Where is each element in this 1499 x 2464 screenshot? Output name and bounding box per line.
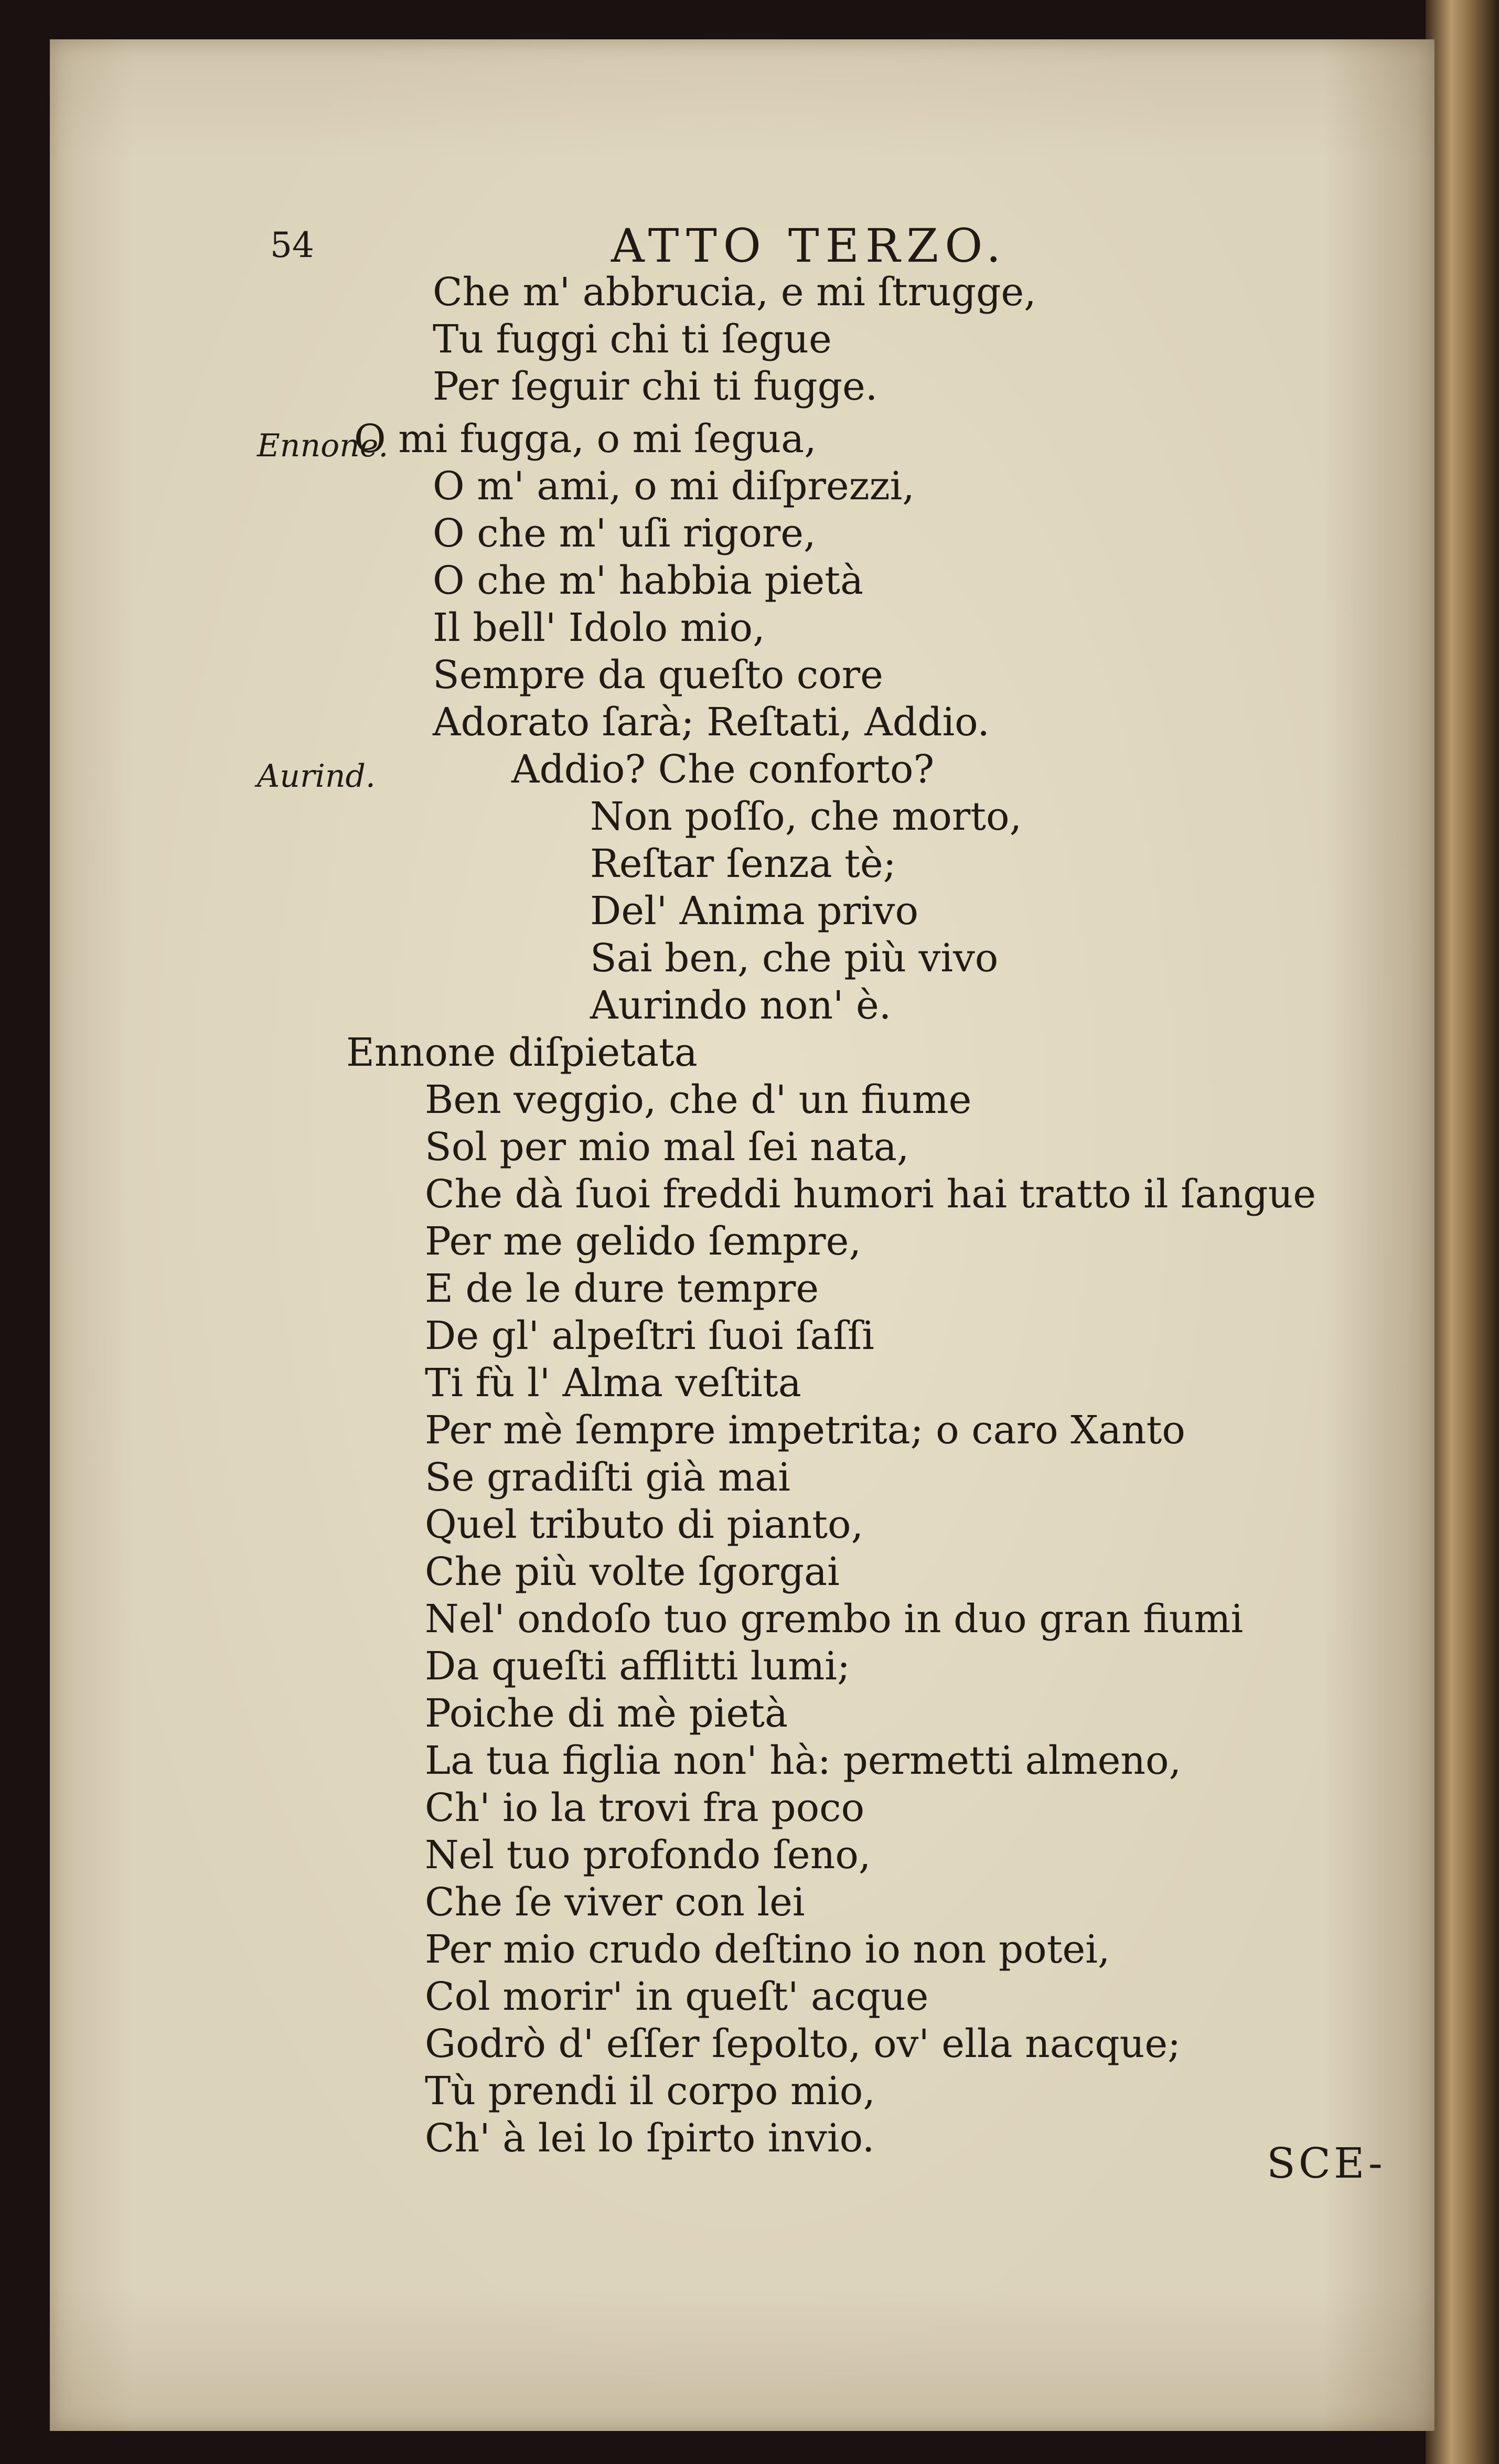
verse-line: Che dà ſuoi freddi humori hai tratto il ſangue bbox=[425, 1172, 1316, 1217]
verse-line: O che m' habbia pietà bbox=[433, 558, 864, 603]
verse-line: La tua figlia non' hà: permetti almeno, bbox=[425, 1738, 1182, 1783]
verse-line: Tu fuggi chi ti ſegue bbox=[433, 317, 832, 362]
verse-line: Il bell' Idolo mio, bbox=[433, 605, 765, 650]
verse-line: Se gradiſti già mai bbox=[425, 1455, 790, 1500]
verse-line: Ti fù l' Alma veſtita bbox=[425, 1360, 801, 1406]
verse-line: Poiche di mè pietà bbox=[425, 1691, 788, 1736]
verse-line: Ben veggio, che d' un fiume bbox=[425, 1077, 972, 1122]
verse-line: O m' ami, o mi diſprezzi, bbox=[433, 464, 915, 509]
running-head: ATTO TERZO. bbox=[611, 219, 1008, 273]
verse-line: Da queſti afflitti lumi; bbox=[425, 1644, 850, 1689]
verse-line: Per me gelido ſempre, bbox=[425, 1219, 861, 1264]
verse-line: Nel tuo profondo ſeno, bbox=[425, 1833, 871, 1878]
verse-line: Adorato ſarà; Reſtati, Addio. bbox=[433, 700, 990, 745]
verse-line: Che m' abbrucia, e mi ſtrugge, bbox=[433, 270, 1036, 315]
book-spine bbox=[1426, 0, 1499, 2464]
verse-line: Sempre da queſto core bbox=[433, 652, 883, 698]
verse-line: E de le dure tempre bbox=[425, 1266, 819, 1311]
speaker-aurind: Aurind. bbox=[257, 758, 376, 795]
verse-line: Godrò d' eſſer ſepolto, ov' ella nacque; bbox=[425, 2021, 1181, 2066]
verse-line: Che ſe viver con lei bbox=[425, 1880, 805, 1925]
verse-line: Reſtar ſenza tè; bbox=[590, 841, 896, 886]
verse-line: Del' Anima privo bbox=[590, 888, 919, 934]
verse-line: Ennone diſpietata bbox=[346, 1030, 698, 1075]
verse-line: Ch' à lei lo ſpirto invio. bbox=[425, 2116, 875, 2161]
verse-line: O mi fugga, o mi ſegua, bbox=[354, 416, 817, 462]
verse-line: Addio? Che conforto? bbox=[511, 747, 935, 792]
verse-line: Ch' io la trovi fra poco bbox=[425, 1785, 865, 1830]
book-page bbox=[50, 39, 1434, 2431]
verse-line: Sai ben, che più vivo bbox=[590, 936, 999, 981]
verse-line: Per mè ſempre impetrita; o caro Xanto bbox=[425, 1408, 1185, 1453]
catchword: SCE- bbox=[1267, 2139, 1386, 2188]
verse-line: De gl' alpeſtri ſuoi ſaſſi bbox=[425, 1313, 874, 1358]
verse-line: Col morir' in queſt' acque bbox=[425, 1974, 929, 2019]
verse-line: Per ſeguir chi ti fugge. bbox=[433, 364, 878, 409]
verse-line: Che più volte ſgorgai bbox=[425, 1549, 840, 1594]
verse-line: Non poſſo, che morto, bbox=[590, 794, 1022, 839]
page-number: 54 bbox=[270, 225, 314, 265]
verse-line: Tù prendi il corpo mio, bbox=[425, 2069, 875, 2114]
verse-line: Nel' ondoſo tuo grembo in duo gran fiumi bbox=[425, 1597, 1244, 1642]
verse-line: Aurindo non' è. bbox=[590, 983, 892, 1028]
verse-line: Sol per mio mal ſei nata, bbox=[425, 1124, 909, 1170]
speaker-ennone: Ennone. bbox=[257, 427, 389, 464]
verse-line: Quel tributo di pianto, bbox=[425, 1502, 864, 1547]
verse-line: Per mio crudo deſtino io non potei, bbox=[425, 1927, 1110, 1972]
verse-line: O che m' uſi rigore, bbox=[433, 511, 816, 556]
